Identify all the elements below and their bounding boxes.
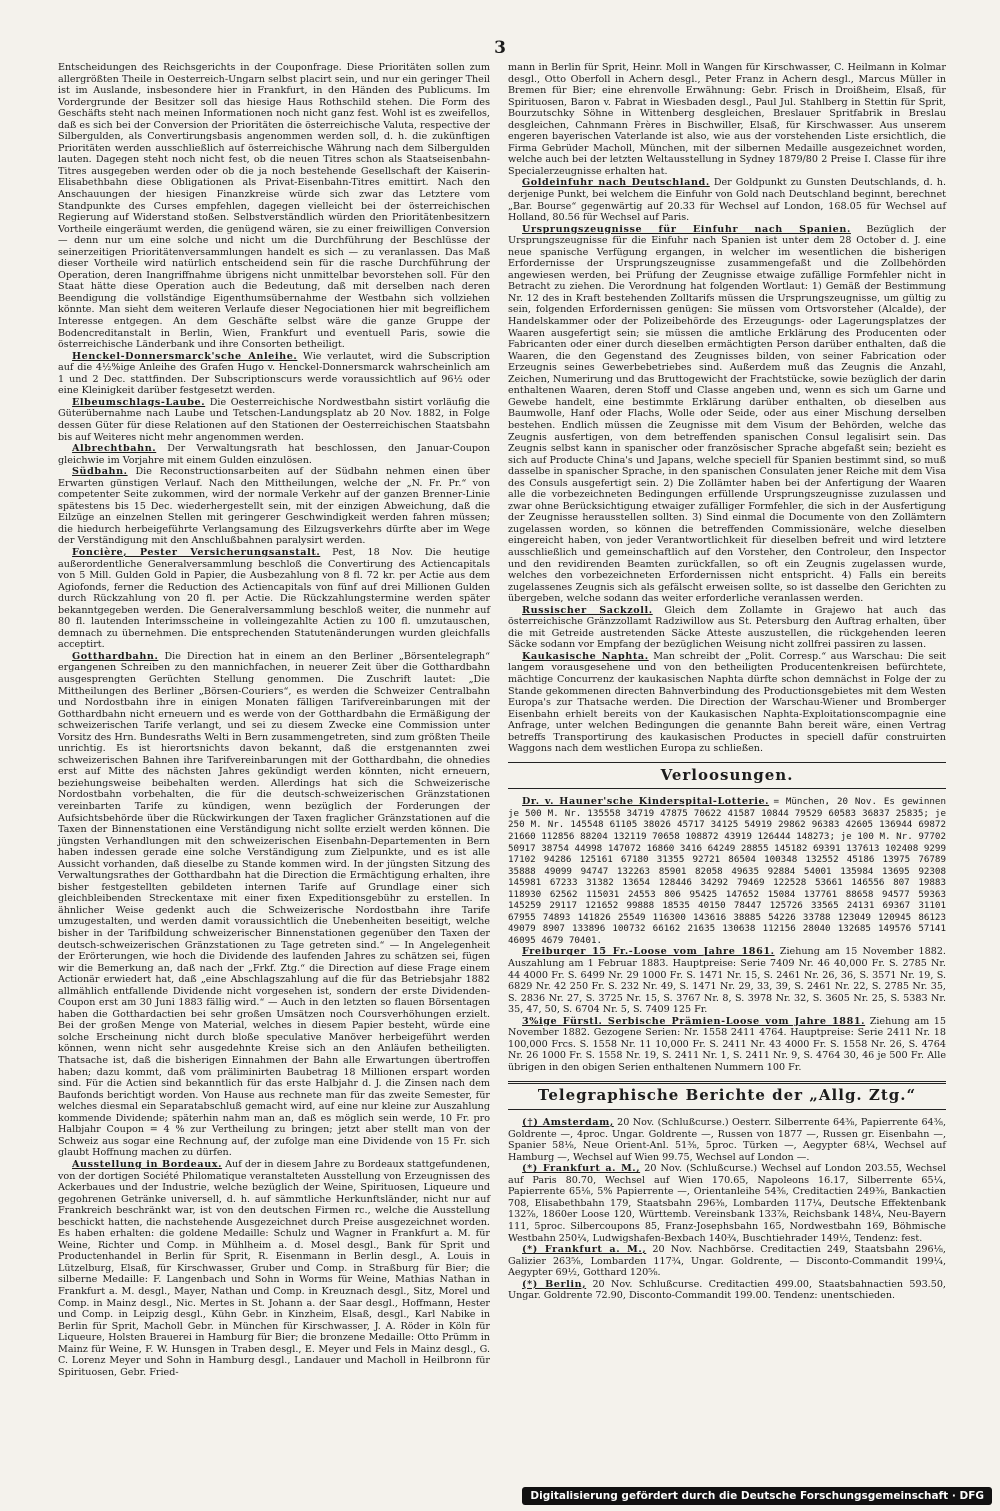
- telegram-body: 20 Nov. Schlußcurse. Creditactien 499.00, Staatsbahnactien 593.50, Ungar. Goldrente 72.90, Disconto-Commandit 199.00. Tendenz: unentschieden.: [508, 1278, 946, 1302]
- lottery-serbische: [508, 1016, 946, 1074]
- article-body: Pest, 18 Nov. Die heutige außerordentliche Generalversammlung beschloß die Convertirung des Actiencapitals von 5 Mill. Gulden Gold in Papier, die Ausbezahlung von 8 fl. 72 kr. per Actie aus dem Agiofonds, ferner die Reduction des Actiencapitals von fünf auf drei Millionen Gulden durch Rückzahlung von 20 fl. per Actie. Die Rückzahlungstermine werden später bekanntgegeben werden. Die Generalversammlung beschloß weiter, die nunmehr auf 80 fl. lautenden Interimsscheine in volleingezahlte Actien zu 100 fl. umzutauschen, demnach zu übernehmen. Die entsprechenden Statutenänderungen wurden gleichfalls acceptirt.: [58, 546, 490, 651]
- telegram-amsterdam: [508, 1117, 946, 1163]
- article-body: Die Reconstructionsarbeiten auf der Südbahn nehmen einen über Erwarten günstigen Verlauf. Nach den Mittheilungen, welche der „N. Fr. Pr.“ von competenter Seite zukommen, wird der normale Verkehr auf der ganzen Brenner-Linie spätestens bis 15 Dec. wiederhergestellt sein, mit der einzigen Abweichung, daß die Eilzüge an einzelnen Stellen mit geringerer Geschwindigkeit werden fahren müssen; die hiedurch herbeigeführte Verlangsamung des Eilzugsverkehrs dürfte aber im Wege der Verständigung mit den Anschlußbahnen paralysirt werden.: [58, 466, 490, 547]
- article-body: Wie verlautet, wird die Subscription auf die 4½%ige Anleihe des Grafen Hugo v. Henckel-Donnersmarck wahrscheinlich am 1 und 2 Dec. stattfinden. Der Subscriptionscurs werde voraussichtlich auf 96½ oder eine Kleinigkeit darüber festgesetzt werden.: [58, 350, 490, 397]
- telegram-heading: (†) Amsterdam,: [522, 1117, 614, 1129]
- article-heading: Albrechtbahn.: [72, 443, 157, 455]
- article-elbeumschlag: [58, 397, 490, 443]
- section-divider: [508, 1109, 946, 1110]
- article-henckel: [58, 351, 490, 397]
- article-bordeaux: [58, 1159, 490, 1378]
- article-body: Auf der in diesem Jahre zu Bordeaux stattgefundenen, von der dortigen Société Philomatique veranstalteten Ausstellung von Erzeugnissen des Ackerbaues und der Industrie, welche bezüglich der Weine, Spirituosen, Liqueure und gegohrenen Getränke universell, d. h. auf sämmtliche Herkunftsländer, nicht nur auf Frankreich beschränkt war, ist von den deutschen Firmen rc., welche die Ausstellung beschickt hatten, die nachstehende Ausgezeichnet durch Preise ausgezeichnet worden. Es haben erhalten: die goldene Medaille: Schulz und Wagner in Frankfurt a. M. für Weine, Richter und Comp. in Mühlheim a. d. Mosel desgl., Bank für Sprit und Productenhandel in Berlin für Sprit, R. Eisenmann in Berlin desgl., A. Louis in Lützelburg, Elsaß, für Kirschwasser, Gruber und Comp. in Straßburg für Bier; die silberne Medaille: F. Langenbach und Sohn in Worms für Weine, Mathias Nathan in Frankfurt a. M. desgl., Mayer, Nathan und Comp. in Kreuznach desgl., Sitz, Morel und Comp. in Mainz desgl., Nic. Mertes in St. Johann a. der Saar desgl., Hoffmann, Hester und Comp. in Leipzig desgl., Kühn Gebr. in Kinzheim, Elsaß, desgl., Karl Nabike in Berlin für Sprit, Macholl Gebr. in München für Kirschwasser, J. A. Röder in Köln für Liqueure, Holsten Brauerei in Hamburg für Bier; die bronzene Medaille: Otto Prümm in Mainz für Weine, F. W. Hunsgen in Traben desgl., E. Meyer und Fels in Mainz desgl., G. C. Lorenz Meyer und Sohn in Hamburg desgl., Landauer und Macholl in Heilbronn für Spirituosen, Gebr. Fried-: [58, 1158, 490, 1378]
- right-column: [508, 62, 946, 1302]
- left-column: [58, 62, 490, 1378]
- article-albrechtbahn: [58, 443, 490, 466]
- section-title-telegraphische: Telegraphische Berichte der „Allg. Ztg.“: [537, 1086, 917, 1105]
- telegram-heading: (*) Berlin,: [522, 1278, 587, 1290]
- continuation-paragraph: mann in Berlin für Sprit, Heinr. Moll in Wangen für Kirschwasser, C. Heilmann in Kolmar desgl., Otto Oberfoll in Achern desgl., Peter Franz in Achern desgl., Marcus Müller in Bremen für Bier; eine ehrenvolle Erwähnung: Gebr. Frisch in Droißheim, Elsaß, für Spirituosen, Baron v. Fabrat in Wiesbaden desgl., Paul Jul. Stahlberg in Stettin für Sprit, Bourzutschky Söhne in Wittenberg desgleichen, Breslauer Spritfabrik in Breslau desgleichen, Cahnmann Frères in Bischwiller, Elsaß, für Kirschwasser. Aus unserem engeren bayerischen Vaterlande ist also, wie aus der vorstehenden Liste ersichtlich, die Firma Gebrüder Macholl, München, mit der silbernen Medaille ausgezeichnet worden, welche auch bei der letzten Weltausstellung in Sydney 1879/80 2 Preise I. Classe für ihre Specialerzeugnisse erhalten hat.: [508, 62, 946, 177]
- telegram-heading: (*) Frankfurt a. M.,: [522, 1244, 647, 1256]
- article-heading: Ausstellung in Bordeaux.: [72, 1158, 223, 1170]
- section-divider: [508, 788, 946, 789]
- article-heading: Foncière, Pester Versicherungsanstalt.: [72, 546, 321, 558]
- telegram-berlin: [508, 1279, 946, 1302]
- article-naphta: [508, 651, 946, 755]
- intro-paragraph: Entscheidungen des Reichsgerichts in der Couponfrage. Diese Prioritäten sollen zum allergrößten Theile in Oesterreich-Ungarn selbst placirt sein, und nur ein geringer Theil ist im Auslande, insbesondere hier in Frankfurt, in den Händen des Publicums. Im Vordergrunde der Besitzer soll das hiesige Haus Rothschild stehen. Die Form des Geschäfts steht nach meinen Informationen noch nicht ganz fest. Wohl ist es zweifellos, daß es sich bei der Conversion der Prioritäten die österreichische Valuta, respective der Silbergulden, als Convertirungsbasis angenommen werden soll, d. h. die zukünftigen Prioritäten werden ausschließlich auf österreichische Währung nach dem Silbergulden lauten. Dagegen steht noch nicht fest, ob die neuen Titres schon als Staatseisenbahn-Titres ausgegeben werden oder ob die ja noch bestehende Gesellschaft der Kaiserin-Elisabethbahn diese Obligationen als Privat-Eisenbahn-Titres emittirt. Nach den Anschauungen der hiesigen Finanzkreise würde sich zwar das Letztere vom Standpunkte des Curses empfehlen, dagegen vielleicht bei der österreichischen Regierung auf Widerstand stoßen. Selbstverständlich würden den Prioritätenbesitzern Vortheile eingeräumt werden, die genügend wären, sie zu einer freiwilligen Conversion — denn nur um eine solche und nicht um die Durchführung der Beschlüsse der seinerzeitigen Prioritätenversammlungen handelt es sich — zu veranlassen. Das Maß dieser Vortheile wird natürlich entscheidend sein für die rasche Durchführung der Operation, deren Inangriffnahme übrigens nicht unmittelbar bevorstehen soll. Für den Staat hätte diese Operation auch die Bedeutung, daß mit derselben nach deren Beendigung die vollständige Eigenthumsübernahme der Westbahn sich vollziehen könnte. Man sieht dem weiteren Verlaufe dieser Negociationen hier mit begreiflichem Interesse entgegen. An dem Geschäfte selbst wäre die ganze Gruppe der Bodencreditanstalt in Berlin, Wien, Frankfurt und eventuell Paris, sowie die österreichische Länderbank und ihre Consorten betheiligt.: [58, 62, 490, 351]
- article-heading: Gotthardbahn.: [72, 650, 159, 662]
- article-fonciere: [58, 547, 490, 651]
- article-goldeinfuhr: [508, 177, 946, 223]
- article-body: Der Goldpunkt zu Gunsten Deutschlands, d. h. derjenige Punkt, bei welchem die Einfuhr von Gold nach Deutschland beginnt, berechnet „Bar. Bourse“ gegenwärtig auf 20.33 für Wechsel auf London, 168.05 für Wechsel auf Holland, 80.56 für Wechsel auf Paris.: [508, 177, 946, 224]
- telegram-body: 20 Nov. Nachbörse. Creditactien 249, Staatsbahn 296⅛, Galizier 263⅝, Lombarden 117¾, Ungar. Goldrente, — Disconto-Commandit 199¼, Aegypter 69½, Gotthard 120⅝.: [508, 1244, 946, 1279]
- lottery-body: Ziehung am 15 November 1882. Auszahlung am 1 Februar 1883. Hauptpreise: Serie 7409 Nr. 46 40,000 Fr. S. 2785 Nr. 44 4000 Fr. S. 6499 Nr. 29 1000 Fr. S. 1471 Nr. 15, S. 2461 Nr. 26, 36, S. 3571 Nr. 19, S. 6829 Nr. 42 250 Fr. S. 232 Nr. 49, S. 1471 Nr. 29, 33, 39, S. 2461 Nr. 22, S. 2785 Nr. 35, S. 2836 Nr. 27, S. 3725 Nr. 15, S. 3767 Nr. 8, S. 3978 Nr. 32, S. 3605 Nr. 25, S. 5383 Nr. 35, 47, 50, S. 6704 Nr. 5, S. 7409 125 Fr.: [508, 946, 946, 1016]
- article-ursprungszeugnisse: [508, 224, 946, 605]
- article-body: Man schreibt der „Polit. Corresp.“ aus Warschau: Die seit langem vorausgesehene und von den betheiligten Producentenkreisen befürchtete, mächtige Concurrenz der kaukasischen Naphta dürfte schon demnächst in Folge der zu Stande gekommenen directen Bahnverbindung des Productionsgebietes mit dem Westen Europa's zur Thatsache werden. Die Direction der Warschau-Wiener und Bromberger Eisenbahn erhielt bereits von der Kaukasischen Naphta-Exploitationscompagnie eine Anfrage, unter welchen Bedingungen die genannte Bahn bereit wäre, einen Vertrag betreffs Transportirung des kaukasischen Productes in speciell dafür construirten Waggons nach dem westlichen Europa zu schließen.: [508, 650, 946, 755]
- article-heading: Goldeinfuhr nach Deutschland.: [522, 177, 710, 189]
- article-heading: Ursprungszeugnisse für Einfuhr nach Spanien.: [522, 223, 851, 235]
- section-divider: [508, 1081, 946, 1084]
- lottery-hauner: [508, 796, 946, 946]
- article-gotthardbahn: [58, 651, 490, 1159]
- lottery-heading: Freiburger 15 Fr.-Loose vom Jahre 1861.: [522, 946, 775, 958]
- lottery-freiburger: [508, 946, 946, 1015]
- article-heading: Südbahn.: [72, 466, 128, 478]
- article-heading: Elbeumschlags-Laube.: [72, 396, 206, 408]
- article-body: Die Oesterreichische Nordwestbahn sistirt vorläufig die Güterübernahme nach Laube und Tetschen-Landungsplatz ab 20 Nov. 1882, in Folge dessen Güter für diese Relationen auf den Stationen der Oesterreichischen Staatsbahn bis auf Weiteres nicht mehr angenommen werden.: [58, 396, 490, 443]
- article-body: Die Direction hat in einem an den Berliner „Börsentelegraph“ ergangenen Schreiben zu den mannichfachen, in neuerer Zeit über die Gotthardbahn ausgesprengten Gerüchten Stellung genommen. Die Zuschrift lautet: „Die Mittheilungen des Berliner „Börsen-Couriers“, es werden die Schweizer Centralbahn und Nordostbahn ihre in einigen Monaten fälligen Tarifvereinbarungen mit der Gotthardbahn nicht erneuern und es werde von der Gotthardbahn die Ermäßigung der schweizerischen Tarife verlangt, und sei zu diesem Zwecke eine Commission unter Vorsitz des Hrn. Bundesraths Welti in Bern zusammengetreten, sind zum größten Theile unrichtig. Es ist hierortsnichts davon bekannt, daß die erstgenannten zwei schweizerischen Bahnen ihre Tarifvereinbarungen mit der Gotthardbahn, die ohnedies erst auf Mitte des nächsten Jahres gekündigt werden könnten, nicht erneuern, beziehungsweise beibehalten werden. Allerdings hat sich die Schweizerische Nordostbahn vorbehalten, die für die deutsch-schweizerischen Gränzstationen vereinbarten Tarife zu kündigen, wenn bezüglich der Forderungen der Aufsichtsbehörde über die Rückwirkungen der Taxen fraglicher Gränzstationen auf die Taxen der Binnenstationen eine Verständigung nicht sollte erzielt werden können. Die jüngsten Verhandlungen mit den schweizerischen Eisenbahn-Departementen in Bern haben indessen gerade eine solche Verständigung zum Zielpunkte, und es ist alle Aussicht vorhanden, daß dieselbe zu Stande kommen wird. In der jüngsten Sitzung des Verwaltungsrathes der Gotthardbahn hat die Direction die Ermächtigung erhalten, ihre bisher festgestellten gebildeten internen Tarife auf Grundlage einer sich gleichbleibenden Streckentaxe mit einer fixen Expeditionsgebühr zu erstellen. In ähnlicher Weise gedenkt auch die Schweizerische Nordostbahn ihre Tarife umzugestalten, und werden damit voraussichtlich die Unebenheiten beseitigt, welche bisher in der Tarifbildung schweizerischer Binnenstationen gegenüber den Taxen der deutsch-schweizerischen Gränzstationen zu Tage getreten sind.“ — In Angelegenheit der Erörterungen, wie hoch die Dividende des laufenden Jahres zu schätzen sei, fügen wir die Bemerkung an, daß nach der „Frkf. Ztg.“ die Direction auf diese Frage einem Actionär erwiedert hat, daß „eine Abschlagszahlung auf die für das Betriebsjahr 1882 allmählich entfallende Dividende nicht vorgesehen ist, sondern der erste Dividenden-Coupon erst am 30 Juni 1883 fällig wird.“ — Auch in den letzten so flauen Börsentagen haben die Gotthardactien bei sehr großen Umsätzen noch Coursverhöhungen erzielt. Bei der großen Menge von Material, welches in diesem Papier besteht, würde eine solche Erscheinung nicht durch bloße speculative Manöver herbeigeführt werden können, wenn nicht sehr ausgedehnte Kreise sich an den Anläufen betheiligten. Thatsache ist, daß die bisherigen Einnahmen der Bahn alle Erwartungen übertroffen haben; dazu kommt, daß vom präliminirten Baubetrag 18 Millionen erspart worden sind. Für die Actien sind bekanntlich für das erste Halbjahr d. J. die Zinsen nach dem Baufonds berichtigt worden. Von Hause aus rechnete man für das zweite Semester, für welches diesmal ein Separatabschluß gemacht wird, auf eine nur kleine zur Auszahlung kommende Dividende; späterhin nahm man an, daß es möglich sein werde, 10 Fr. pro Halbjahr Coupon = 4 % zur Vertheilung zu bringen; jetzt aber stellt man von der Schweiz aus sogar eine Rechnung auf, der zufolge man eine Dividende von 15 Fr. sich glaubt Hoffnung machen zu dürfen.: [58, 650, 490, 1159]
- digitization-credit: Digitalisierung gefördert durch die Deutsche Forschungsgemeinschaft · DFG: [522, 1487, 992, 1505]
- article-body: Gleich dem Zollamte in Grajewo hat auch das österreichische Gränzzollamt Radziwillow aus St. Petersburg den Auftrag erhalten, über die mit Getreide austretenden Säcke Atteste auszustellen, die rückgehenden leeren Säcke sodann vor Empfang der bezüglichen Weisung nicht zollfrei passiren zu lassen.: [508, 604, 946, 651]
- page-number: 3: [494, 38, 506, 58]
- telegram-body: 20 Nov. (Schlußcurse.) Oesterr. Silberrente 64⅜, Papierrente 64⅜, Goldrente —, 4proc. Ungar. Goldrente —, Russen von 1877 —, Russen gr. Eisenbahn —, Spanier 58⅛, Neue Orient-Anl. 51⅜, 5proc. Türken —, Aegypter 68¼, Wechsel auf Hamburg —, Wechsel auf Wien 99.75, Wechsel auf London —.: [508, 1117, 947, 1163]
- telegram-body: 20 Nov. (Schlußcurse.) Wechsel auf London 203.55, Wechsel auf Paris 80.70, Wechsel auf Wien 170.65, Napoleons 16.17, Silberrente 65¼, Papierrente 65⅛, 5% Papierrente —, Orientanleihe 54⅜, Creditactien 249⅜, Bankactien 708, Elisabethbahn 179, Staatsbahn 296⅜, Lombarden 117¼, Deutsche Effektenbank 132⅞, 1860er Loose 120, Württemb. Vereinsbank 133⅞, Reichsbank 148¼, Neu-Bayern 111, 5proc. Silbercoupons 85, Franz-Josephsbahn 165, Nordwestbahn 169, Böhmische Westbahn 250¼, Ludwigshafen-Bexbach 140¾, Buschtiehrader 149½, Tendenz: fest.: [508, 1163, 946, 1244]
- section-title-verloosungen: Verloosungen.: [660, 765, 794, 784]
- article-heading: Russischer Sackzoll.: [522, 604, 653, 616]
- article-heading: Kaukasische Naphta.: [522, 650, 649, 662]
- telegram-frankfurt: [508, 1163, 946, 1244]
- section-divider: [508, 762, 946, 763]
- article-sackzoll: [508, 605, 946, 651]
- article-body: Bezüglich der Ursprungszeugnisse für die Einfuhr nach Spanien ist unter dem 28 October d. J. eine neue spanische Verfügung ergangen, in welcher im wesentlichen die bisherigen Erfordernisse der Ursprungszeugnisse zusammengefaßt und die Zollbehörden angewiesen werden, bei Prüfung der Zeugnisse etwaige zufällige Formfehler nicht in Betracht zu ziehen. Die Verordnung hat folgenden Wortlaut: 1) Gemäß der Bestimmung Nr. 12 des in Kraft bestehenden Zolltarifs müssen die Ursprungszeugnisse, um gültig zu sein, folgenden Erfordernissen genügen: Sie müssen vom Ortsvorsteher (Alcalde), der Handelskammer oder der Polizeibehörde des Erzeugungs- oder Lagerungsplatzes der Waaren ausgefertigt sein; sie müssen die amtliche Erklärung des Producenten oder Fabricanten oder einer durch dieselben ermächtigten Person darüber enthalten, daß die Waaren, die den Gegenstand des Zeugnisses bilden, von seiner Fabrication oder Erzeugnis seines Gewerbebetriebes sind. Außerdem muß das Zeugnis die Anzahl, Zeichen, Numerirung und das Bruttogewicht der Frachtstücke, sowie bezüglich der darin enthaltenen Waaren, deren Stoff und Classe angeben und, wenn es sich um Garne und Gewebe handelt, eine bestimmte Erklärung darüber enthalten, ob dieselben aus Baumwolle, Hanf oder Flachs, Wolle oder Seide, oder aus einer Mischung derselben bestehen. Endlich müssen die Zeugnisse mit dem Visum der Behörden, welche das Zeugnis ausfertigen, von dem betreffenden spanischen Consul legalisirt sein. Das Zeugnis selbst kann in spanischer oder französischer Sprache abgefaßt sein; bezieht es sich auf Producte China's und Japans, welche speciell für Spanien bestimmt sind, so muß dasselbe in spanischer Sprache, in den spanischen Consulaten jener Reiche mit dem Visa des Consuls ausgefertigt sein. 2) Die Zollämter haben bei der Anfertigung der Waaren alle die vorbezeichneten Bedingungen erfüllende Ursprungszeugnisse zuzulassen und zwar ohne Berücksichtigung etwaiger zufälliger Formfehler, die sich in der Ausfertigung der Zeugnisse herausstellen sollten. 3) Sind einmal die Documente von den Zollämtern zugelassen worden, so können die betreffenden Commissionäre, welche dieselben eingereicht haben, von jeder Verantwortlichkeit für dieselben befreit und wird letztere ausschließlich und gemeinschaftlich auf den Vorsteher, den Controleur, den Inspector und den revidirenden Beamten zurückfallen, so oft ein Zeugnis zugelassen wurde, welches den vorbezeichneten Erfordernissen nicht entspricht. 4) Falls ein bereits zugelassenes Zeugnis sich als gefälscht erweisen sollte, so ist dasselbe den Gerichten zu übergeben, welche sodann das weiter erforderliche veranlassen werden.: [508, 223, 946, 605]
- lottery-heading: 3%ige Fürstl. Serbische Prämien-Loose vom Jahre 1881.: [522, 1015, 866, 1027]
- lottery-heading: Dr. v. Hauner'sche Kinderspital-Lotterie.: [522, 796, 770, 808]
- lottery-body: Ziehung am 15 November 1882. Gezogene Serien: Nr. 1558 2411 4764. Hauptpreise: Serie 2411 Nr. 18 100,000 Frcs. S. 1558 Nr. 11 10,000 Fr. S. 2411 Nr. 43 4000 Fr. S. 1558 Nr. 26, S. 4764 Nr. 26 1000 Fr. S. 1558 Nr. 19, S. 2411 Nr. 1, S. 2411 Nr. 9, S. 4764 30, 46 je 500 Fr. Alle übrigen in den obigen Serien enthaltenen Nummern 100 Fr.: [508, 1015, 946, 1073]
- article-body: Der Verwaltungsrath hat beschlossen, den Januar-Coupon gleichwie im Vorjahre mit einem Gulden einzulösen.: [58, 443, 490, 466]
- telegram-heading: (*) Frankfurt a. M.,: [522, 1163, 641, 1175]
- article-suedbahn: [58, 466, 490, 547]
- telegram-frankfurt-nachboerse: [508, 1244, 946, 1279]
- lottery-numbers: = München, 20 Nov. Es gewinnen je 500 M. Nr. 135558 34719 47875 70622 41587 10844 79529 60583 36837 25835; je 250 M. Nr. 145548 61105 38026 45717 34125 54919 29862 96383 42605 136944 69872 21660 112856 88204 132119 70658 108872 43919 126444 148273; je 100 M. Nr. 97702 50917 38754 44998 147072 16860 3416 64249 28855 145182 69391 137613 102408 9299 17102 94286 125161 67180 31355 92721 86504 100348 132552 45186 13975 76789 35888 49099 94747 132263 85901 82058 49635 92884 54001 135984 13695 92308 145981 67233 31382 13654 128446 34292 79469 122528 53661 146556 807 19883 118930 62562 115031 24553 806 95425 147652 15084 137761 88658 94577 59363 145259 29117 121652 99888 18535 40150 78447 125726 33565 24131 69367 31101 67955 74893 141826 25549 116300 143616 38885 54226 33788 123049 120945 86123 49079 8907 133896 100732 66162 21635 130638 112156 28040 132685 149576 57141 46095 4679 70401.: [508, 796, 946, 946]
- article-heading: Henckel-Donnersmarck'sche Anleihe.: [72, 350, 298, 362]
